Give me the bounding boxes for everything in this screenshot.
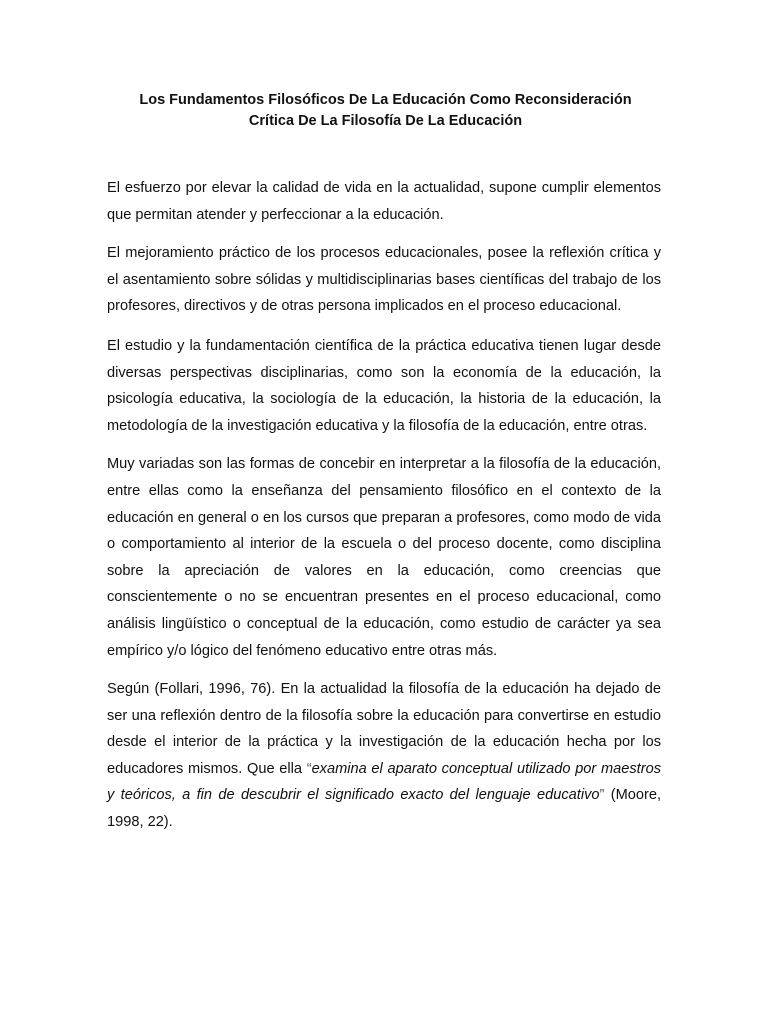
paragraph-4: Muy variadas son las formas de concebir en interpretar a la filosofía de la educación, entre ellas como la enseñanza del pensamiento filosófico en el contexto de la educación en general o en los cursos que preparan a profesores, como modo de vida o comportamiento al interior de la escuela o del proceso docente, como disciplina sobre la apreciación de valores en la educación, como creencias que conscientemente o no se encuentran presentes en el proceso educacional, como análisis lingüístico o conceptual de la educación, como estudio de carácter ya sea empírico y/o lógico del fenómeno educativo entre otras más.	[107, 456, 661, 659]
document-title	[110, 90, 661, 132]
title-line-1: Los Fundamentos Filosóficos De La Educación Como Reconsideración	[139, 92, 632, 108]
quoted-text: examina el aparato conceptual utilizado por maestros y teóricos, a fin de descubrir el significado exacto del lenguaje educativo	[107, 760, 661, 804]
title-line-2: Crítica De La Filosofía De La Educación	[248, 113, 523, 129]
paragraph-1: El esfuerzo por elevar la calidad de vida en la actualidad, supone cumplir elementos que permitan atender y perfeccionar a la educación.	[107, 180, 661, 223]
open-quote-mark: “	[306, 760, 312, 777]
paragraph-2: El mejoramiento práctico de los procesos educacionales, posee la reflexión crítica y el asentamiento sobre sólidas y multidisciplinarias bases científicas del trabajo de los profesores, directivos y de otras persona implicados en el proceso educacional.	[107, 245, 661, 315]
close-quote-mark: ”	[599, 787, 605, 804]
paragraph-3: El estudio y la fundamentación científica de la práctica educativa tienen lugar desde diversas perspectivas disciplinarias, como son la economía de la educación, la psicología educativa, la sociología de la educación, la historia de la educación, la metodología de la investigación educativa y la filosofía de la educación, entre otras.	[107, 337, 661, 434]
document-body	[107, 175, 661, 848]
paragraph-5-text: Según (Follari, 1996, 76). En la actualidad la filosofía de la educación ha dejado de ser una reflexión dentro de la filosofía sobre la educación para convertirse en estudio desde el interior de la práctica y la investigación de la educación hecha por los educadores mismos. Que ella	[107, 681, 661, 777]
citation: (Moore, 1998, 22).	[107, 787, 662, 831]
paragraph-5	[107, 676, 661, 836]
